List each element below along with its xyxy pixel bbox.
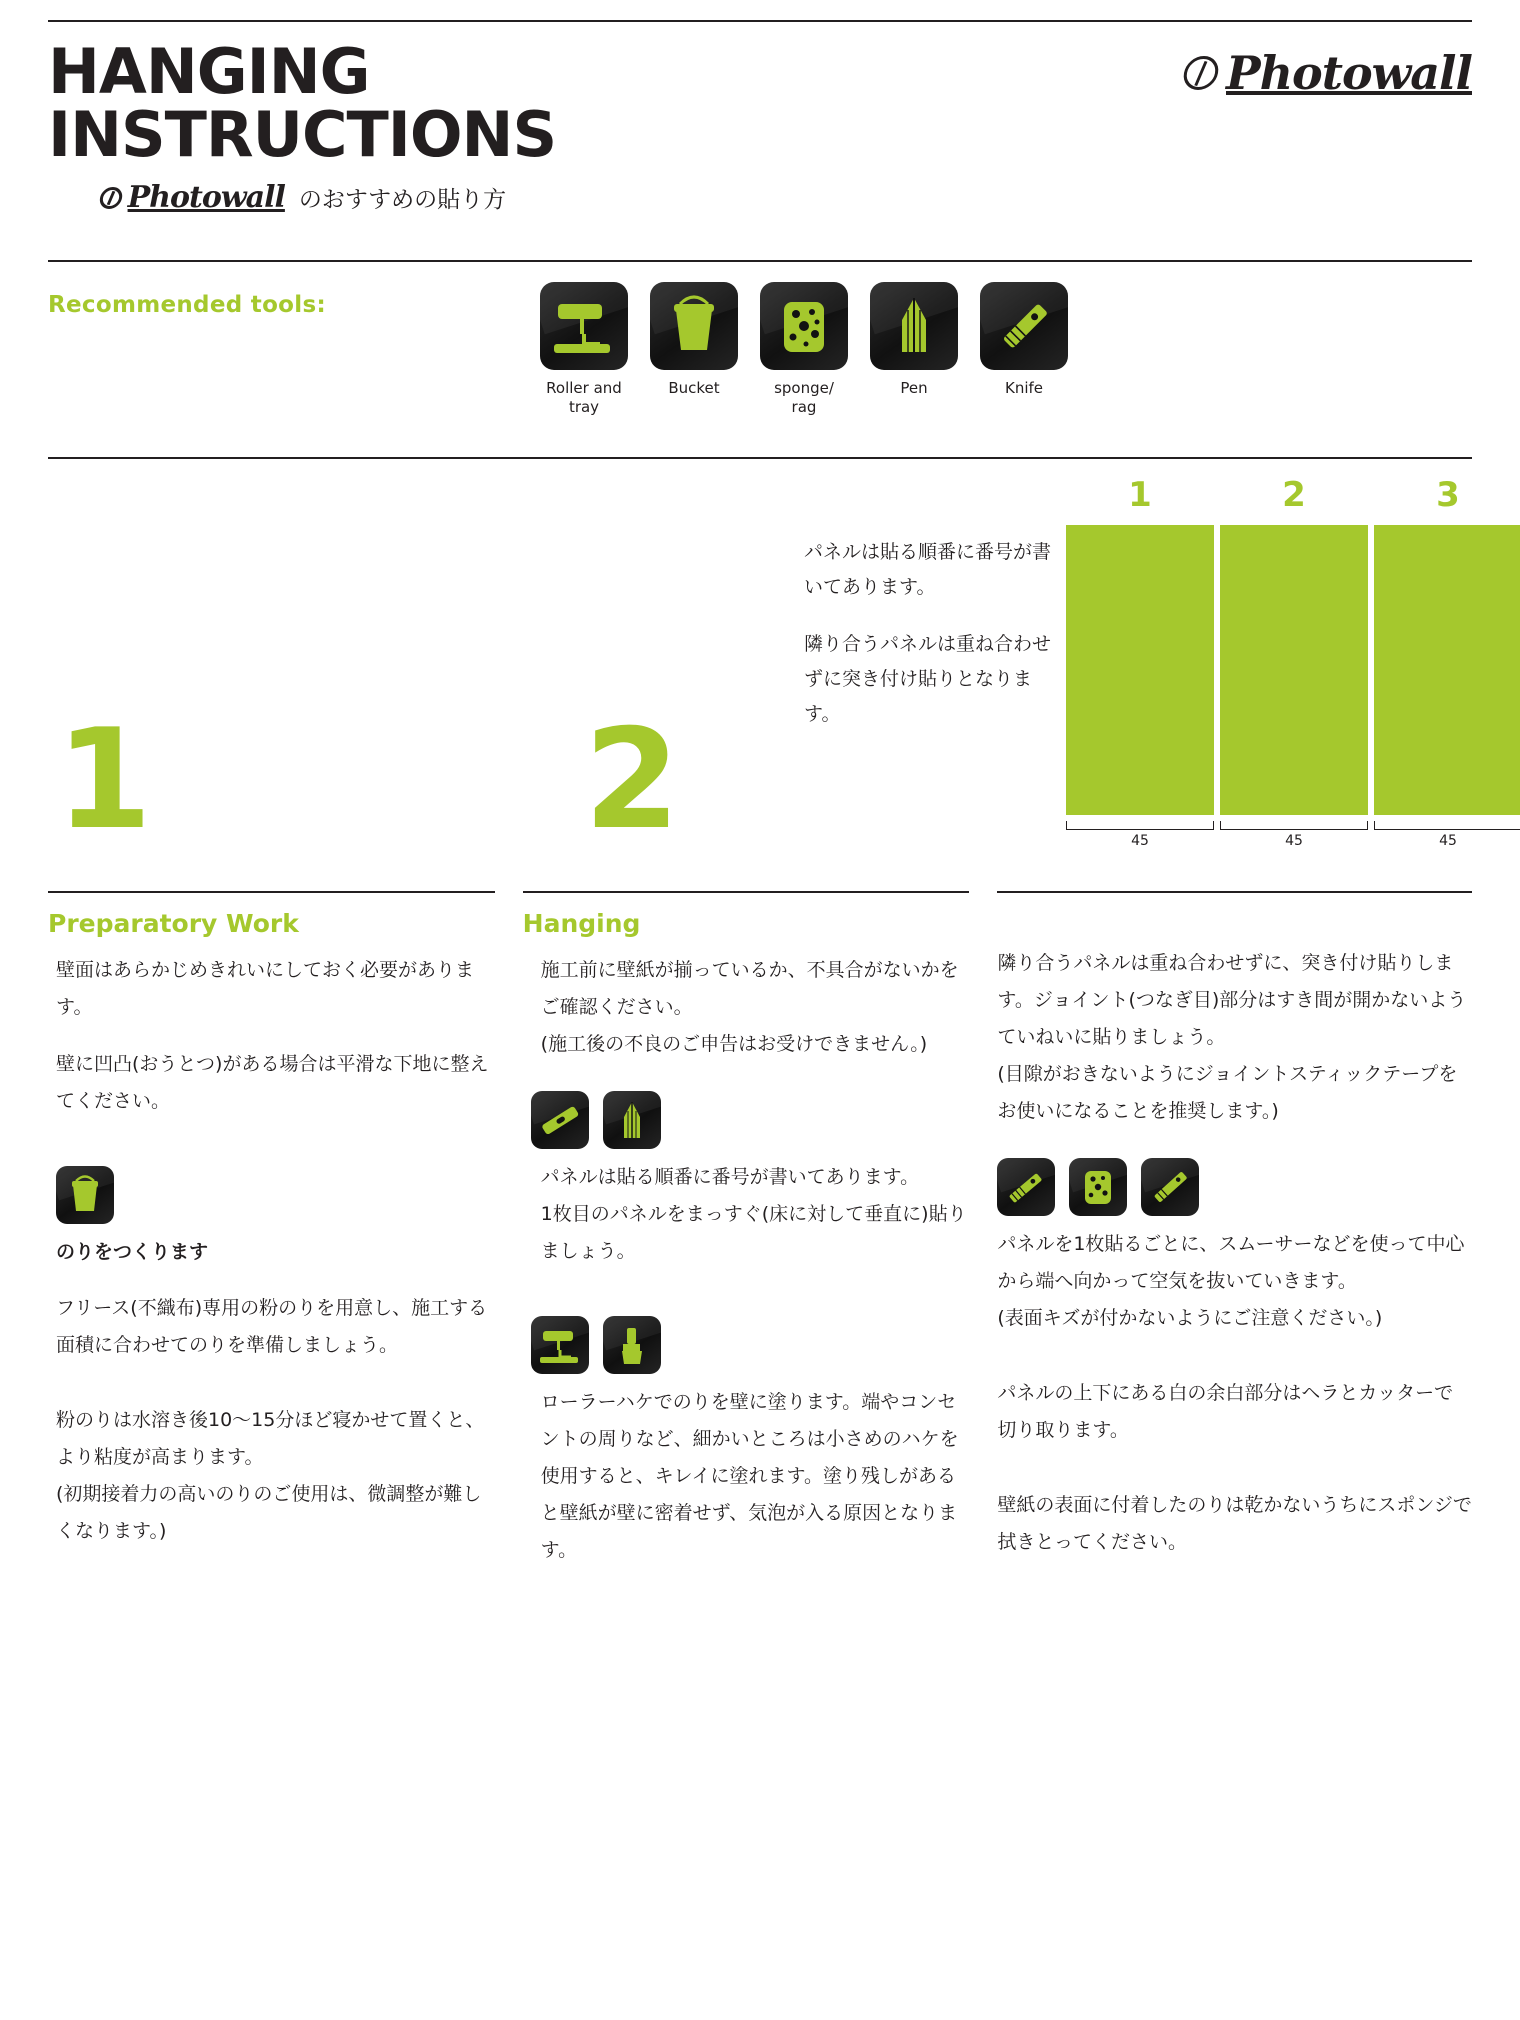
- brace-icon: [1066, 821, 1214, 830]
- pen-icon: [603, 1091, 661, 1149]
- recommended-tools-section: [48, 268, 1472, 417]
- tool-caption: Bucket: [668, 379, 720, 397]
- panel-diagram-section: [48, 457, 1472, 887]
- column-divider: [48, 891, 495, 893]
- photowall-wordmark: Photowall: [1226, 46, 1472, 100]
- paragraph: 隣り合うパネルは重ね合わせずに、突き付け貼りします。ジョイント(つなぎ目)部分はすき間が開かないようていねいに貼りましょう。: [997, 951, 1467, 1048]
- paragraph: 1枚目のパネルをまっすぐ(床に対して垂直に)貼りましょう。: [540, 1202, 967, 1262]
- tools-row: [540, 268, 1472, 417]
- tool-item: [760, 282, 848, 417]
- brace-icon: [1220, 821, 1368, 830]
- instruction-sheet: [0, 20, 1520, 2020]
- panel-number: 3: [1436, 474, 1460, 515]
- paragraph: 施工前に壁紙が揃っているか、不具合がないかをご確認ください。: [540, 958, 959, 1018]
- paragraph: 壁紙の表面に付着したのりは乾かないうちにスポンジで拭きとってください。: [997, 1493, 1472, 1554]
- column-jointing: [997, 891, 1472, 1570]
- header-divider: [48, 260, 1472, 262]
- panel-width: [1374, 819, 1520, 853]
- subtitle-text: のおすすめの貼り方: [298, 187, 507, 214]
- subtitle-row: [100, 180, 1472, 215]
- paragraph-note: (目隙がおきないようにジョイントスティックテープをお使いになることを推奨します。): [997, 1062, 1458, 1122]
- panel-width-value: 45: [1131, 832, 1149, 849]
- title-line-1: HANGING: [48, 35, 370, 108]
- panel-width: [1220, 819, 1368, 853]
- roller-and-tray-icon: [531, 1316, 589, 1374]
- photowall-mark-icon: [98, 187, 124, 209]
- tool-item: [540, 282, 628, 417]
- pen-icon: [870, 282, 958, 370]
- photowall-wordmark: Photowall: [127, 180, 285, 216]
- column-title: Hanging: [522, 908, 641, 938]
- paragraph-note: (初期接着力の高いのりのご使用は、微調整が難しくなります。): [56, 1482, 482, 1543]
- tool-caption: Roller and tray: [546, 379, 622, 416]
- column-divider: [523, 891, 970, 893]
- top-divider: [48, 20, 1472, 22]
- column-title: Preparatory Work: [48, 908, 299, 938]
- tool-caption: Knife: [1004, 379, 1044, 397]
- brace-icon: [1374, 821, 1520, 830]
- panel-width-measurements: [1066, 819, 1520, 853]
- column-preparatory-work: [48, 891, 523, 1570]
- level-icon: [531, 1091, 589, 1149]
- panel-note: [804, 535, 1064, 755]
- panel-numbers: [1066, 475, 1520, 515]
- panel-strips: [1066, 525, 1520, 815]
- step-number-1: 1: [56, 698, 153, 860]
- panel-strip: [1220, 525, 1368, 815]
- tool-item: [980, 282, 1068, 417]
- tool-item: [870, 282, 958, 417]
- tools-divider: [48, 457, 1472, 459]
- icon-row: [56, 1166, 495, 1224]
- icon-row: [997, 1158, 1472, 1216]
- icon-row: [531, 1091, 970, 1149]
- panel-note-line-1: パネルは貼る順番に番号が書いてあります。: [804, 540, 1052, 598]
- column-hanging: [523, 891, 998, 1570]
- sponge-rag-icon: [1069, 1158, 1127, 1216]
- smoother-icon: [1141, 1158, 1199, 1216]
- paragraph: パネルを1枚貼るごとに、スムーサーなどを使って中心から端へ向かって空気を抜いていきます。: [997, 1232, 1465, 1292]
- panel-width-value: 45: [1285, 832, 1303, 849]
- panel-width-value: 45: [1439, 832, 1457, 849]
- photowall-logo: [1184, 46, 1472, 100]
- tool-caption: Pen: [900, 379, 928, 397]
- panel-number: 2: [1282, 474, 1306, 515]
- icon-row: [531, 1316, 970, 1374]
- paragraph: 壁面はあらかじめきれいにしておく必要があります。: [56, 958, 475, 1018]
- knife-icon: [997, 1158, 1055, 1216]
- bucket-icon: [56, 1166, 114, 1224]
- paragraph: 壁に凹凸(おうとつ)がある場合は平滑な下地に整えてください。: [56, 1052, 489, 1112]
- brush-icon: [603, 1316, 661, 1374]
- paragraph-note: (施工後の不良のご申告はお受けできません。): [540, 1032, 928, 1055]
- panel-number: 1: [1128, 474, 1152, 515]
- panel-diagram: [1066, 475, 1520, 853]
- paragraph: パネルの上下にある白の余白部分はヘラとカッターで切り取ります。: [997, 1381, 1454, 1441]
- bucket-icon: [650, 282, 738, 370]
- paragraph-note: (表面キズが付かないようにご注意ください。): [997, 1306, 1383, 1329]
- sponge-rag-icon: [760, 282, 848, 370]
- subsection-heading: のりをつくります: [56, 1240, 209, 1263]
- roller-and-tray-icon: [540, 282, 628, 370]
- panel-strip: [1066, 525, 1214, 815]
- knife-icon: [980, 282, 1068, 370]
- panel-note-line-2: 隣り合うパネルは重ね合わせずに突き付け貼りとなります。: [804, 632, 1052, 726]
- paragraph: フリース(不織布)専用の粉のりを用意し、施工する面積に合わせてのりを準備しましょう。: [56, 1296, 488, 1356]
- photowall-logo-small: [100, 180, 285, 215]
- panel-strip: [1374, 525, 1520, 815]
- paragraph: 粉のりは水溶き後10〜15分ほど寝かせて置くと、より粘度が高まります。: [56, 1408, 485, 1468]
- document-header: [48, 35, 1472, 260]
- tool-caption: sponge/ rag: [774, 379, 834, 416]
- paragraph: ローラーハケでのりを壁に塗ります。端やコンセントの周りなど、細かいところは小さめのハケを使用すると、キレイに塗れます。塗り残しがあると壁紙が壁に密着せず、気泡が入る原因となります。: [540, 1390, 959, 1561]
- title-line-2: INSTRUCTIONS: [48, 98, 557, 172]
- step-number-2: 2: [584, 698, 681, 860]
- paragraph: パネルは貼る順番に番号が書いてあります。: [540, 1165, 920, 1188]
- tool-item: [650, 282, 738, 417]
- photowall-mark-icon: [1181, 56, 1221, 90]
- instruction-columns: [48, 891, 1472, 1570]
- panel-width: [1066, 819, 1214, 853]
- recommended-tools-label: Recommended tools:: [48, 292, 326, 318]
